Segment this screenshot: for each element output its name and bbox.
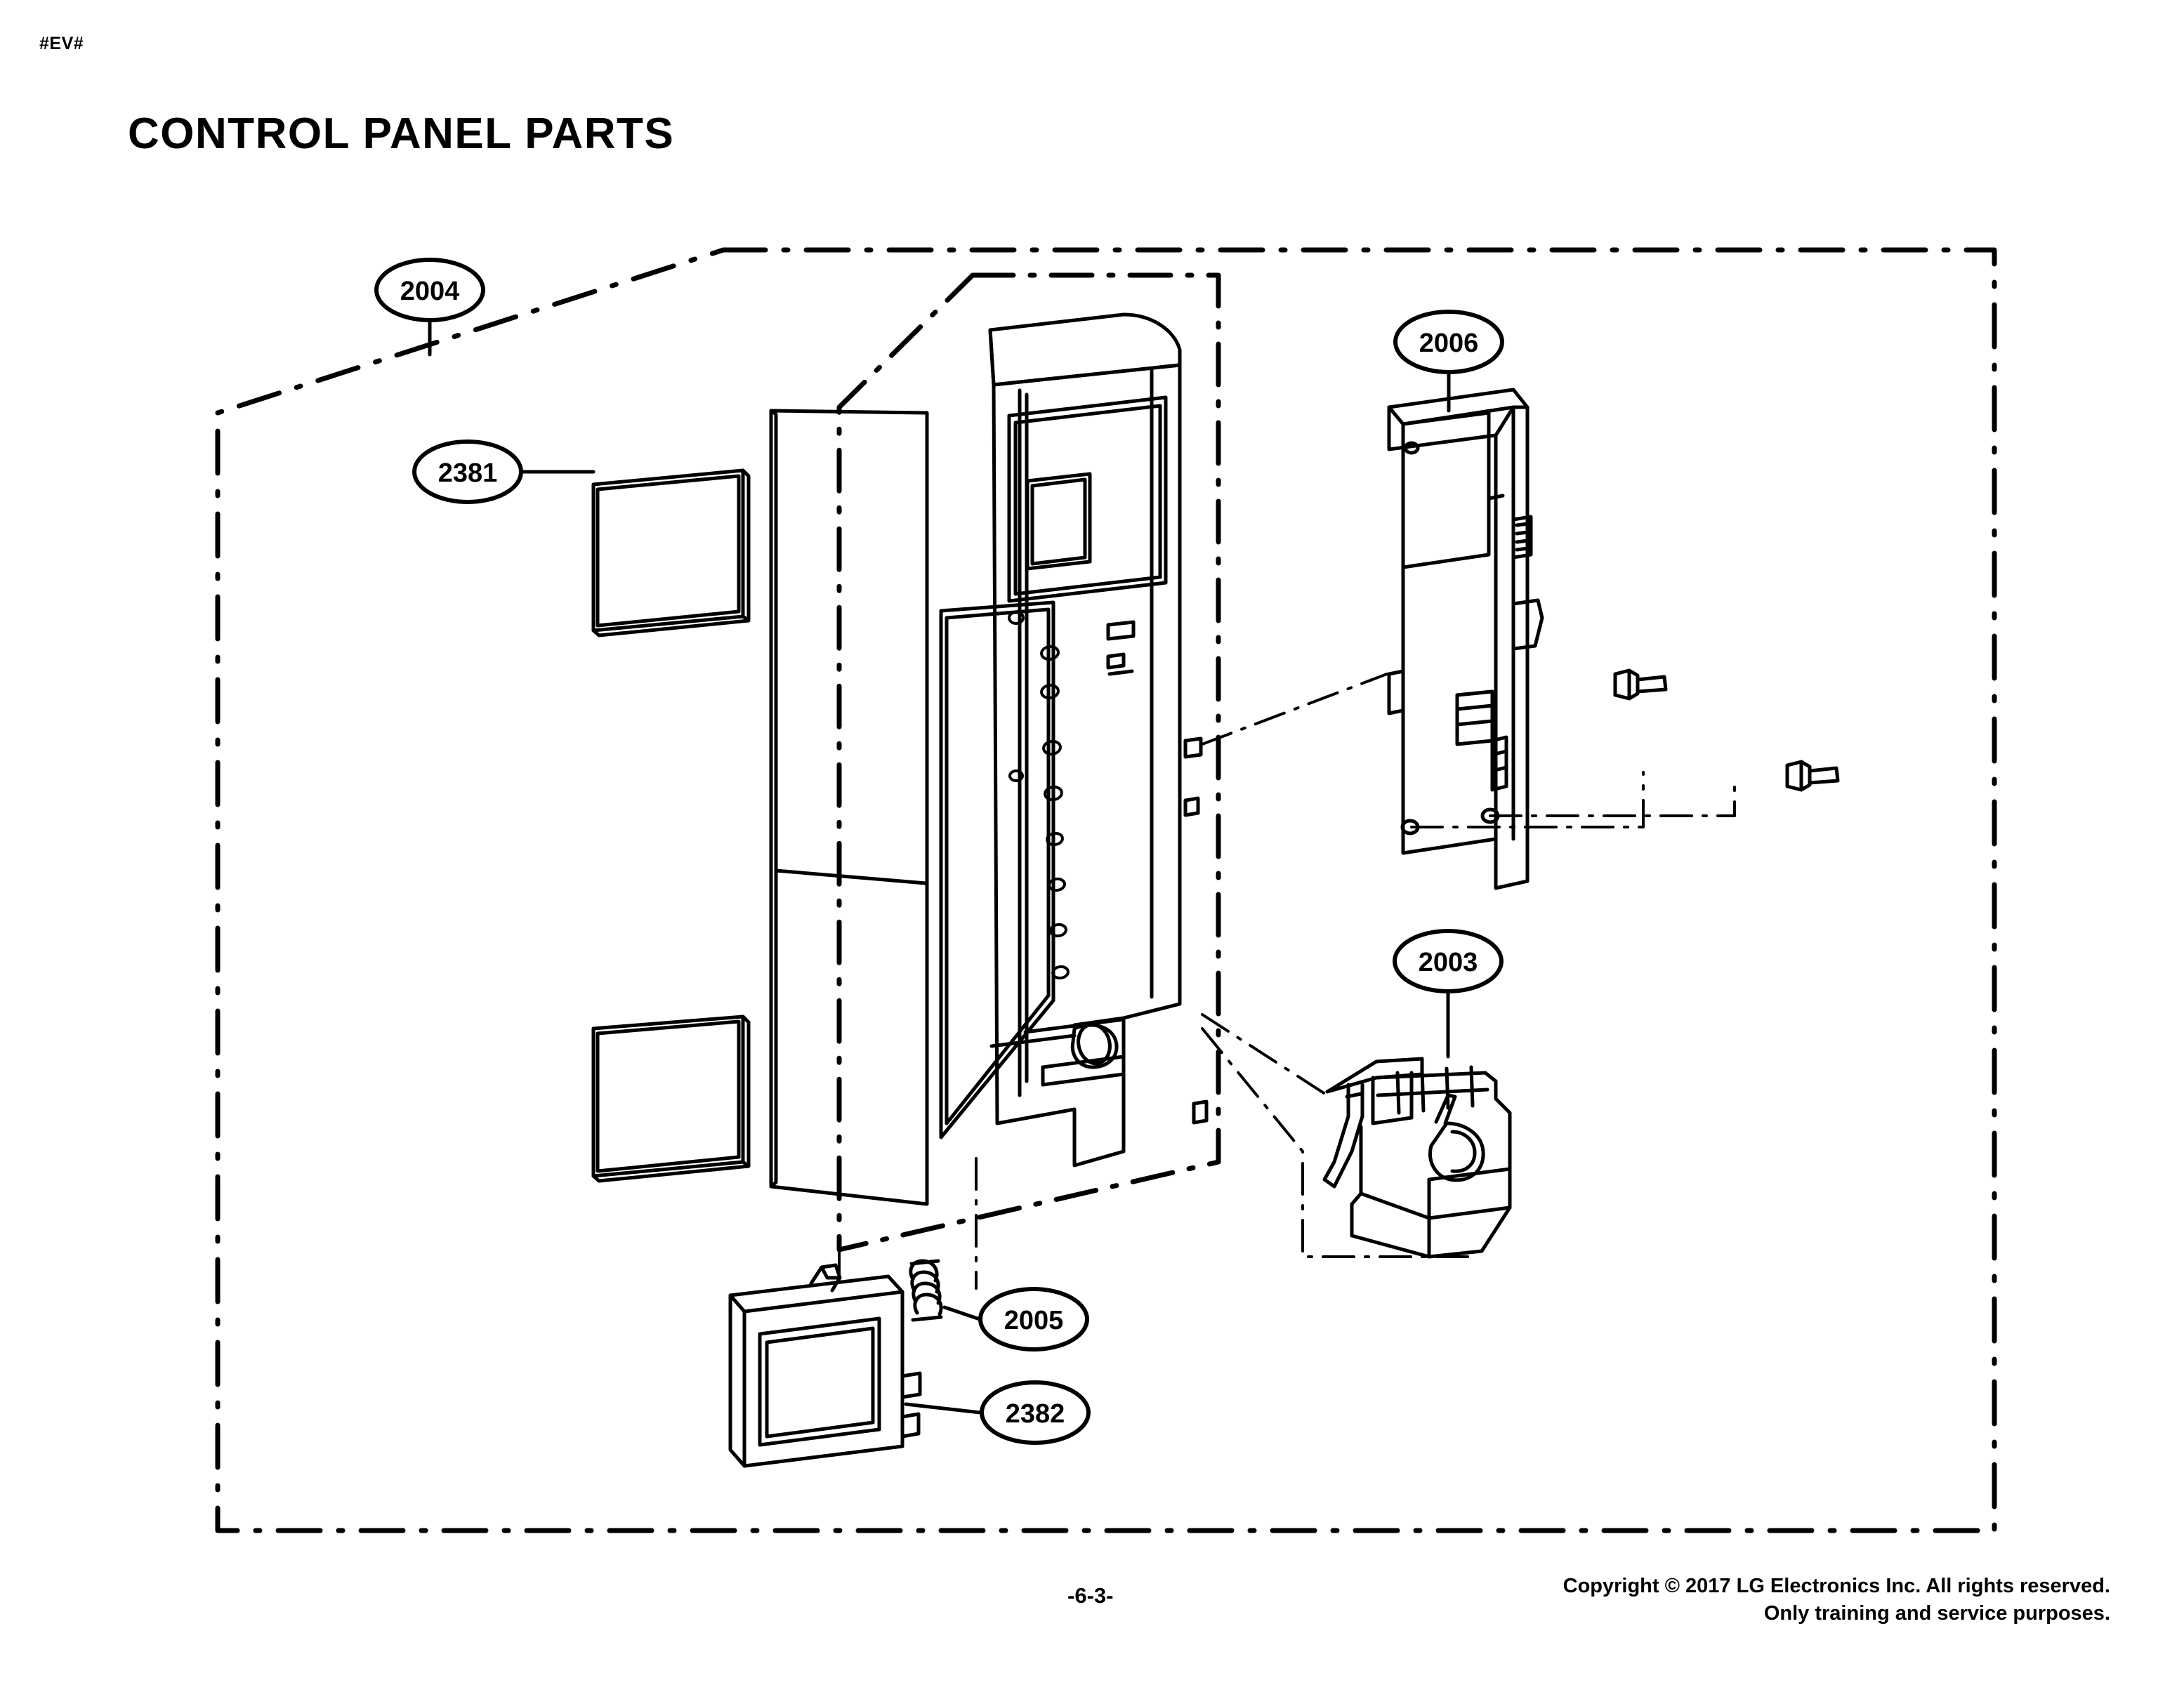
part-2003-latch-assembly <box>1324 1059 1510 1257</box>
mounting-screw-lower <box>1787 762 1838 790</box>
callout-label-2004: 2004 <box>400 277 460 306</box>
part-2005-spring <box>911 1261 941 1320</box>
callout-bubble-2004[interactable] <box>376 260 483 320</box>
callout-bubble-2382[interactable] <box>982 1382 1088 1443</box>
mounting-screw-upper <box>1615 670 1666 699</box>
revision-code: #EV# <box>39 34 84 53</box>
copyright-notice <box>1563 1573 2110 1627</box>
part-2381-lower-panel <box>593 1017 749 1181</box>
callout-bubble-2003[interactable] <box>1395 931 1501 991</box>
callout-label-2003: 2003 <box>1418 948 1478 977</box>
copyright-line-1: Copyright © 2017 LG Electronics Inc. All rights reserved. <box>1563 1575 2110 1597</box>
callout-label-2381: 2381 <box>438 458 498 488</box>
callout-bubble-2006[interactable] <box>1395 312 1502 372</box>
page-number: -6-3- <box>1067 1583 1114 1608</box>
copyright-line-2: Only training and service purposes. <box>1763 1602 2110 1625</box>
callout-label-2005: 2005 <box>1004 1306 1064 1335</box>
part-2006-pcb-assembly <box>1389 390 1542 888</box>
callout-bubble-2005[interactable] <box>980 1289 1087 1349</box>
part-2381-upper-panel <box>593 470 749 635</box>
part-2382-lower-panel-assembly <box>730 1265 920 1466</box>
callout-bubble-2381[interactable] <box>414 442 521 502</box>
alignment-guides <box>839 674 1735 1288</box>
page-title: CONTROL PANEL PARTS <box>128 110 675 158</box>
callout-label-2382: 2382 <box>1005 1399 1065 1429</box>
callout-label-2006: 2006 <box>1419 329 1479 358</box>
door-outer-panel <box>771 411 927 1204</box>
